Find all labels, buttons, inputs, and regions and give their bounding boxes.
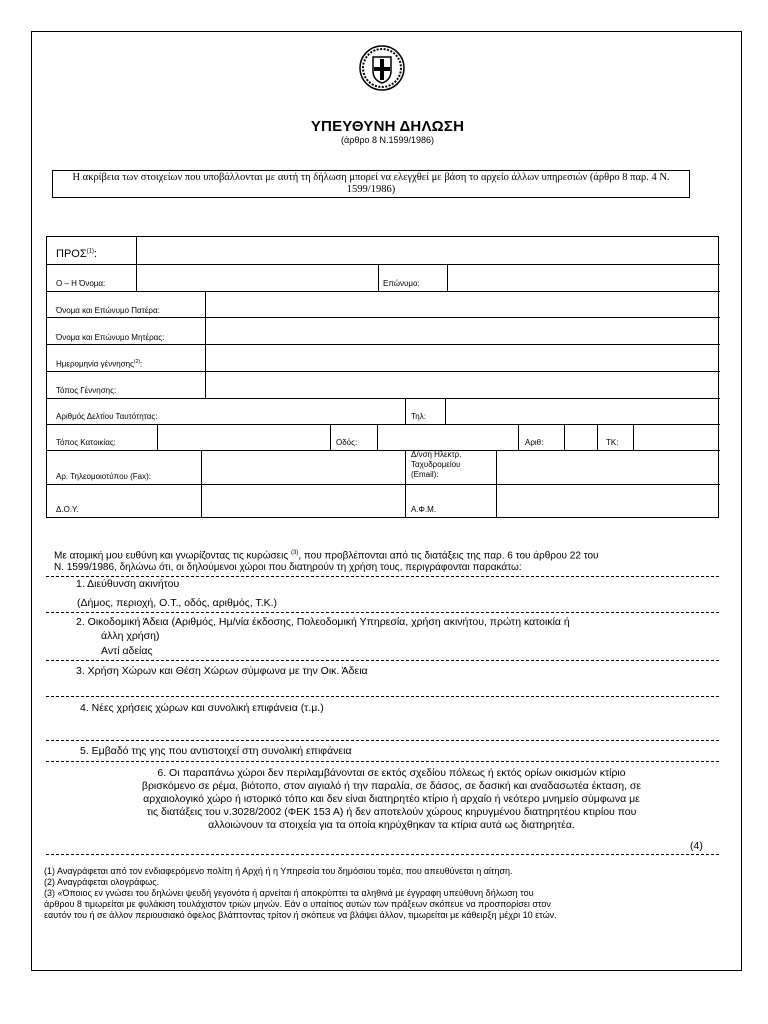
afm-field[interactable]	[497, 485, 719, 518]
declaration-statement: Με ατομική μου ευθύνη και γνωρίζοντας τις κυρώσεις $^{(3)}$, που προβλέπονται από τις διατάξεις της παρ. 6 του άρθρου 22 του Ν. 1599/1986, δηλώνω ότι, οι δηλούμενοι χώροι που διατηρούν τη χρήση τους, περιγράφονται παρακάτω:	[54, 550, 599, 574]
street-field[interactable]	[378, 425, 517, 449]
number-field[interactable]	[565, 425, 596, 449]
fax-label: Αρ. Τηλεομοιοτύπου (Fax):	[56, 472, 151, 481]
item-1-label: 1. Διεύθυνση ακινήτου	[76, 578, 180, 590]
birth-date-label: Ημερομηνία γέννησης$^{(2)}$:	[56, 359, 143, 369]
phone-field[interactable]	[446, 399, 719, 423]
page-title: ΥΠΕΥΘΥΝΗ ΔΗΛΩΣΗ	[310, 118, 465, 135]
footnote-1: (1) Αναγράφεται από τον ενδιαφερόμενο πολίτη ή Αρχή ή η Υπηρεσία του δημόσιου τομέα, που απευθύνεται η αίτηση.	[44, 866, 513, 876]
phone-label: Τηλ:	[411, 412, 426, 421]
mother-name-field[interactable]	[206, 318, 719, 343]
tax-office-field[interactable]	[202, 485, 404, 518]
residence-label: Τόπος Κατοικίας:	[56, 438, 116, 447]
postcode-field[interactable]	[634, 425, 719, 449]
dotted-separator	[46, 696, 719, 697]
greek-coat-of-arms-icon	[358, 44, 406, 92]
street-label: Οδός:	[336, 438, 358, 447]
number-label: Αριθ:	[525, 438, 544, 447]
dotted-separator	[46, 576, 719, 577]
dotted-separator	[46, 740, 719, 741]
birth-place-field[interactable]	[206, 372, 719, 397]
email-field[interactable]	[497, 451, 719, 483]
declaration-page	[31, 31, 742, 971]
dotted-separator	[46, 660, 719, 661]
afm-label: Α.Φ.Μ.	[411, 505, 437, 514]
dotted-separator	[46, 854, 719, 855]
birth-place-label: Τόπος Γέννησης:	[56, 386, 117, 395]
surname-field[interactable]	[448, 265, 719, 290]
addressee-field[interactable]	[137, 238, 719, 263]
dotted-separator	[46, 761, 719, 762]
footnote-3: (3) «Όποιος εν γνώσει του δηλώνει ψευδή γεγονότα ή αρνείται ή αποκρύπτει τα αληθινά με έγγραφη υπεύθυνη δήλωση του άρθρου 8 τιμωρείται με φυλάκιση τουλάχιστον τριών μηνών. Εάν ο υπαίτιος αυτών των πράξεων σκόπευε να προσπορίσει στον εαυτόν του ή σε άλλον περιουσιακό όφελος βλάπτοντας τρίτον ή σκόπευε να βλάψει άλλον, τιμωρείται με κάθειρξη μέχρι 10 ετών.	[44, 888, 557, 920]
item-6-text: 6. Οι παραπάνω χώροι δεν περιλαμβάνονται σε εκτός σχεδίου πόλεως ή εκτός ορίων οικισμών κτίριο βρισκόμενο σε ρέμα, βιότοπο, στον αιγιαλό ή την παραλία, σε δάσος, σε δασική και αναδασωτέα έκταση, σε αρχαιολογικό χώρο ή ιστορικό τόπο και δεν είναι διατηρητέο κτίριο ή αρχαίο ή νεότερο μνημείο σύμφωνα με τις διατάξεις του ν.3028/2002 (ΦΕΚ 153 Α) ή δεν αποτελούν χώρους κηρυγμένου διατηρητέου κτιρίου που αλλοιώνουν τα στοιχεία για τα οποία κηρύχθηκαν τα κτίρια αυτά ως διατηρητέα.	[141, 767, 642, 831]
item-4-label: 4. Νέες χρήσεις χώρων και συνολική επιφάνεια (τ.μ.)	[80, 702, 324, 714]
postcode-label: ΤΚ:	[606, 438, 619, 447]
father-name-field[interactable]	[206, 292, 719, 316]
footnotes	[44, 866, 734, 921]
accuracy-notice: Η ακρίβεια των στοιχείων που υποβάλλονται με αυτή τη δήλωση μπορεί να ελεγχθεί με βάση το αρχείο άλλων υπηρεσιών (άρθρο 8 παρ. 4 Ν. 1599/1986)	[52, 170, 690, 198]
surname-label: Επώνυμο:	[383, 279, 420, 288]
father-name-label: Όνομα και Επώνυμο Πατέρα:	[56, 306, 160, 315]
personal-details-table	[46, 236, 719, 518]
page-subtitle: (άρθρο 8 Ν.1599/1986)	[341, 135, 434, 145]
footnote-2: (2) Αναγράφεται ολογράφως.	[44, 877, 160, 887]
email-label: Δ/νση Ηλεκτρ. Ταχυδρομείου (Email):	[411, 450, 462, 479]
id-number-field[interactable]	[206, 399, 404, 423]
residence-field[interactable]	[158, 425, 329, 449]
mother-name-label: Όνομα και Επώνυμο Μητέρας:	[56, 333, 165, 342]
tax-office-label: Δ.Ο.Υ.	[56, 505, 79, 514]
item-2-label: 2. Οικοδομική Άδεια (Αριθμός, Ημ/νία έκδοσης, Πολεοδομική Υπηρεσία, χρήση ακινήτου, πρώτη κατοικία ή	[76, 616, 570, 628]
birth-date-field[interactable]	[206, 345, 719, 370]
addressee-label: ΠΡΟΣ$^{(1)}$:	[56, 248, 98, 260]
fax-field[interactable]	[202, 451, 404, 483]
item-5-label: 5. Εμβαδό της γης που αντιστοιχεί στη συνολική επιφάνεια	[80, 745, 352, 757]
dotted-separator	[46, 612, 719, 613]
item-1-hint: (Δήμος, περιοχή, Ο.Τ., οδός, αριθμός, Τ.Κ.)	[77, 597, 278, 609]
item-3-label: 3. Χρήση Χώρων και Θέση Χώρων σύμφωνα με την Οικ. Άδεια	[76, 665, 368, 677]
footnote-ref-4: (4)	[690, 840, 703, 852]
first-name-label: Ο – Η Όνομα:	[56, 279, 106, 288]
item-2-label-cont: άλλη χρήση)	[101, 630, 160, 642]
item-2-alternative: Αντί αδείας	[101, 645, 153, 657]
id-number-label: Αριθμός Δελτίου Ταυτότητας:	[56, 412, 158, 421]
first-name-field[interactable]	[137, 265, 377, 290]
